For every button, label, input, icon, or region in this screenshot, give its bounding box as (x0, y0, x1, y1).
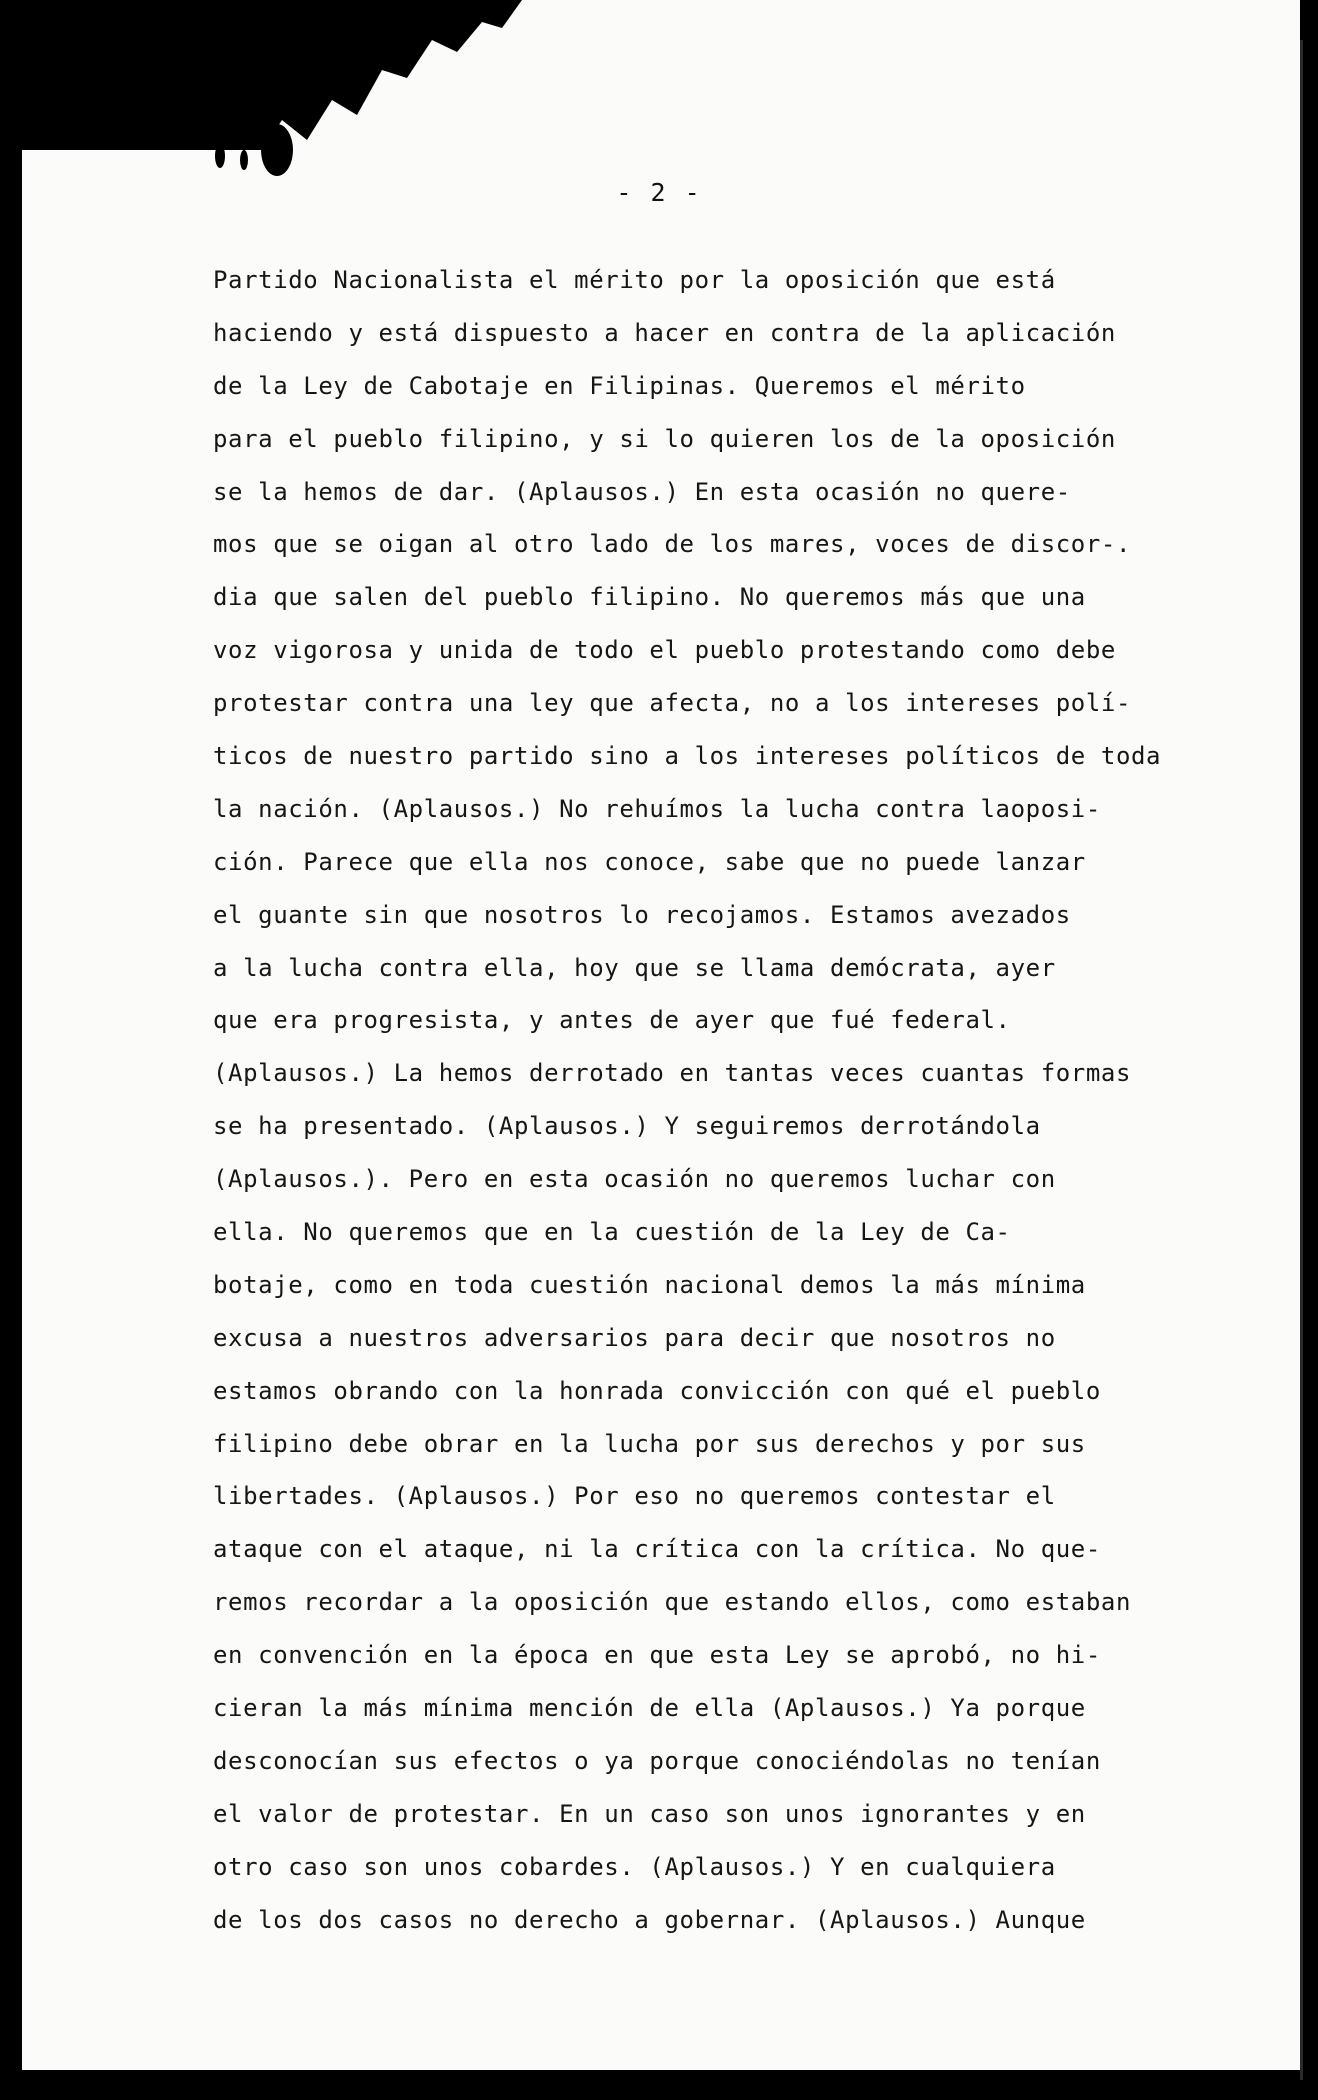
text-line: el valor de protestar. En un caso son unos ignorantes y en (213, 1799, 1086, 1828)
text-line: (Aplausos.) La hemos derrotado en tantas veces cuantas formas (213, 1059, 1132, 1088)
text-line: se la hemos de dar. (Aplausos.) En esta ocasión no quere- (213, 477, 1071, 506)
text-line: ella. No queremos que en la cuestión de la Ley de Ca- (213, 1218, 1011, 1247)
text-line: se ha presentado. (Aplausos.) Y seguiremos derrotándola (213, 1112, 1041, 1141)
text-line: excusa a nuestros adversarios para decir que nosotros no (213, 1323, 1056, 1352)
text-line: otro caso son unos cobardes. (Aplausos.) Y en cualquiera (213, 1852, 1056, 1881)
text-line: voz vigorosa y unida de todo el pueblo protestando como debe (213, 636, 1116, 665)
text-line: de la Ley de Cabotaje en Filipinas. Queremos el mérito (213, 371, 1026, 400)
text-line: cieran la más mínima mención de ella (Aplausos.) Ya porque (213, 1694, 1086, 1723)
text-line: botaje, como en toda cuestión nacional demos la más mínima (213, 1270, 1086, 1299)
text-line: haciendo y está dispuesto a hacer en contra de la aplicación (213, 318, 1116, 347)
text-line: para el pueblo filipino, y si lo quieren los de la oposición (213, 424, 1116, 453)
text-line: mos que se oigan al otro lado de los mares, voces de discor-. (213, 530, 1132, 559)
text-line: (Aplausos.). Pero en esta ocasión no queremos luchar con (213, 1165, 1056, 1194)
text-line: ticos de nuestro partido sino a los intereses políticos de toda (213, 742, 1162, 771)
text-line: remos recordar a la oposición que estando ellos, como estaban (213, 1588, 1132, 1617)
text-line: la nación. (Aplausos.) No rehuímos la lucha contra laoposi- (213, 794, 1101, 823)
text-line: de los dos casos no derecho a gobernar. (Aplausos.) Aunque (213, 1905, 1086, 1934)
text-line: estamos obrando con la honrada convicción con qué el pueblo (213, 1376, 1101, 1405)
torn-corner (22, 0, 1300, 200)
page-number: - 2 - (616, 178, 702, 207)
text-line: libertades. (Aplausos.) Por eso no queremos contestar el (213, 1482, 1056, 1511)
scan-page-edge (1300, 40, 1303, 2080)
text-line: dia que salen del pueblo filipino. No queremos más que una (213, 583, 1086, 612)
text-line: el guante sin que nosotros lo recojamos. Estamos avezados (213, 900, 1071, 929)
text-line: ción. Parece que ella nos conoce, sabe que no puede lanzar (213, 847, 1086, 876)
text-line: ataque con el ataque, ni la crítica con la crítica. No que- (213, 1535, 1101, 1564)
text-line: que era progresista, y antes de ayer que fué federal. (213, 1006, 1011, 1035)
text-line: Partido Nacionalista el mérito por la oposición que está (213, 266, 1056, 294)
text-line: en convención en la época en que esta Ley se aprobó, no hi- (213, 1641, 1101, 1670)
text-line: desconocían sus efectos o ya porque conociéndolas no tenían (213, 1746, 1101, 1775)
text-line: protestar contra una ley que afecta, no a los intereses polí- (213, 689, 1132, 718)
body-text (213, 254, 1213, 1947)
text-line: a la lucha contra ella, hoy que se llama demócrata, ayer (213, 953, 1056, 982)
text-line: filipino debe obrar en la lucha por sus derechos y por sus (213, 1429, 1086, 1458)
